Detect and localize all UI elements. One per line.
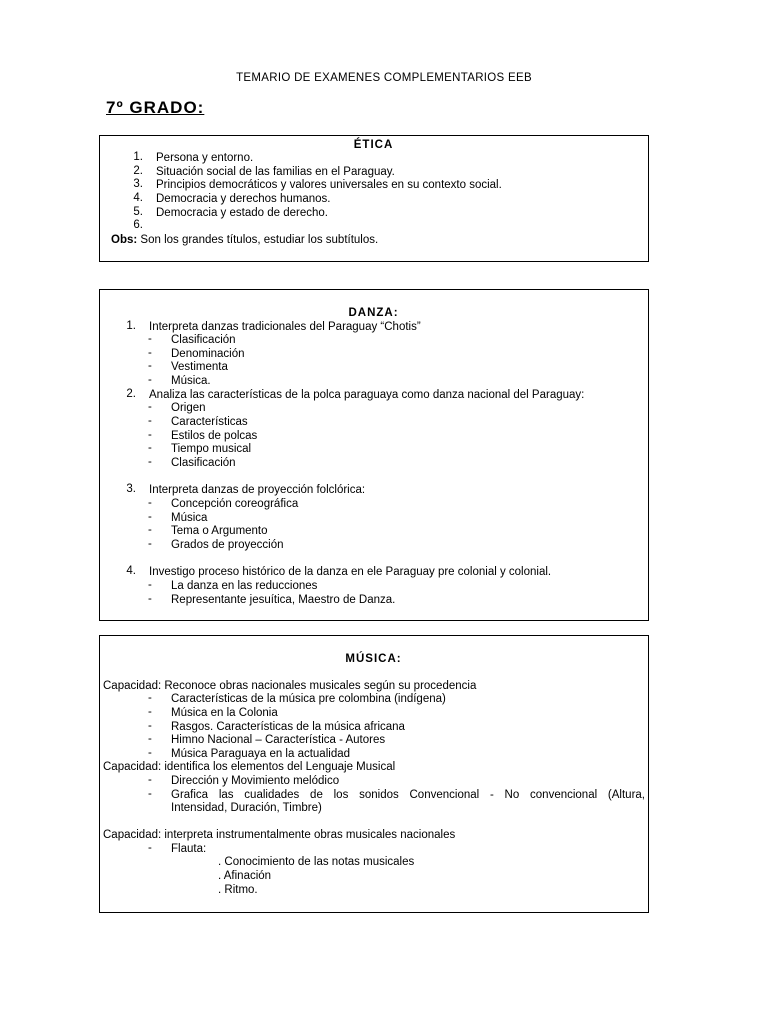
sub-item: Clasificación bbox=[171, 457, 236, 469]
etica-box bbox=[99, 135, 649, 262]
etica-title: ÉTICA bbox=[353, 139, 394, 151]
obs-label: Obs: bbox=[111, 234, 138, 246]
sub-item: Música bbox=[171, 512, 208, 524]
section-number: 3. bbox=[126, 483, 136, 495]
flute-item: . Ritmo. bbox=[218, 884, 258, 896]
capacity-line: Capacidad: interpreta instrumentalmente obras musicales nacionales bbox=[103, 829, 456, 841]
section-number: 1. bbox=[126, 320, 136, 332]
dash: - bbox=[148, 442, 152, 454]
capacity-line: Capacidad: identifica los elementos del Lenguaje Musical bbox=[103, 761, 396, 773]
danza-box bbox=[99, 289, 649, 621]
obs-note bbox=[111, 233, 378, 247]
sub-item: Representante jesuítica, Maestro de Danza. bbox=[171, 594, 396, 606]
dash: - bbox=[148, 774, 152, 786]
capacity-line: Capacidad: Reconoce obras nacionales musicales según su procedencia bbox=[103, 680, 477, 692]
dash: - bbox=[148, 733, 152, 745]
dash: - bbox=[148, 593, 152, 605]
flute-item: . Conocimiento de las notas musicales bbox=[218, 856, 415, 868]
dash: - bbox=[148, 747, 152, 759]
obs-text: Son los grandes títulos, estudiar los subtítulos. bbox=[140, 234, 379, 246]
sub-item: Grados de proyección bbox=[171, 539, 284, 551]
sub-item: Vestimenta bbox=[171, 361, 228, 373]
sub-item: Características de la música pre colombina (indígena) bbox=[171, 693, 446, 705]
dash: - bbox=[148, 333, 152, 345]
danza-title: DANZA: bbox=[348, 307, 399, 319]
musica-box bbox=[99, 635, 649, 913]
list-number: 2. bbox=[133, 165, 143, 177]
list-number: 5. bbox=[133, 206, 143, 218]
dash: - bbox=[148, 706, 152, 718]
sub-item: Origen bbox=[171, 402, 206, 414]
list-number: 1. bbox=[133, 151, 143, 163]
dash: - bbox=[148, 401, 152, 413]
dash: - bbox=[148, 456, 152, 468]
dash: - bbox=[148, 497, 152, 509]
list-item: Democracia y derechos humanos. bbox=[156, 193, 331, 205]
list-item: Democracia y estado de derecho. bbox=[156, 207, 328, 219]
sub-item: Clasificación bbox=[171, 334, 236, 346]
dash: - bbox=[148, 788, 152, 800]
dash: - bbox=[148, 415, 152, 427]
sub-item: Grafica las cualidades de los sonidos Convencional - No convencional (Altura, bbox=[171, 789, 645, 801]
dash: - bbox=[148, 511, 152, 523]
sub-item: La danza en las reducciones bbox=[171, 580, 318, 592]
grade-heading: 7º GRADO: bbox=[106, 98, 205, 117]
section-text: Investigo proceso histórico de la danza en ele Paraguay pre colonial y colonial. bbox=[149, 566, 552, 578]
section-number: 2. bbox=[126, 388, 136, 400]
dash: - bbox=[148, 347, 152, 359]
dash: - bbox=[148, 579, 152, 591]
sub-item: Rasgos. Características de la música africana bbox=[171, 721, 405, 733]
list-number: 3. bbox=[133, 178, 143, 190]
dash: - bbox=[148, 720, 152, 732]
dash: - bbox=[148, 429, 152, 441]
section-text: Interpreta danzas de proyección folclórica: bbox=[149, 484, 366, 496]
musica-title: MÚSICA: bbox=[345, 653, 402, 665]
list-number: 6. bbox=[133, 219, 143, 231]
sub-item: Concepción coreográfica bbox=[171, 498, 299, 510]
sub-item-continuation: Intensidad, Duración, Timbre) bbox=[171, 802, 322, 814]
list-item: Principios democráticos y valores universales en su contexto social. bbox=[156, 179, 502, 191]
list-number: 4. bbox=[133, 192, 143, 204]
sub-item: Tema o Argumento bbox=[171, 525, 268, 537]
sub-item: Estilos de polcas bbox=[171, 430, 258, 442]
section-number: 4. bbox=[126, 565, 136, 577]
dash: - bbox=[148, 360, 152, 372]
dash: - bbox=[148, 374, 152, 386]
dash: - bbox=[148, 524, 152, 536]
sub-item: Tiempo musical bbox=[171, 443, 252, 455]
page-title: TEMARIO DE EXAMENES COMPLEMENTARIOS EEB bbox=[236, 72, 532, 84]
dash: - bbox=[148, 842, 152, 854]
sub-item: Denominación bbox=[171, 348, 245, 360]
sub-item: Música en la Colonia bbox=[171, 707, 278, 719]
sub-item: Dirección y Movimiento melódico bbox=[171, 775, 340, 787]
flute-item: . Afinación bbox=[218, 870, 272, 882]
list-item: Situación social de las familias en el Paraguay. bbox=[156, 166, 395, 178]
sub-item: Flauta: bbox=[171, 843, 207, 855]
dash: - bbox=[148, 538, 152, 550]
sub-item: Características bbox=[171, 416, 248, 428]
sub-item: Himno Nacional – Característica - Autores bbox=[171, 734, 386, 746]
sub-item: Música. bbox=[171, 375, 211, 387]
section-text: Analiza las características de la polca paraguaya como danza nacional del Paraguay: bbox=[149, 389, 585, 401]
sub-item: Música Paraguaya en la actualidad bbox=[171, 748, 351, 760]
list-item: Persona y entorno. bbox=[156, 152, 254, 164]
dash: - bbox=[148, 692, 152, 704]
section-text: Interpreta danzas tradicionales del Paraguay “Chotis” bbox=[149, 321, 421, 333]
